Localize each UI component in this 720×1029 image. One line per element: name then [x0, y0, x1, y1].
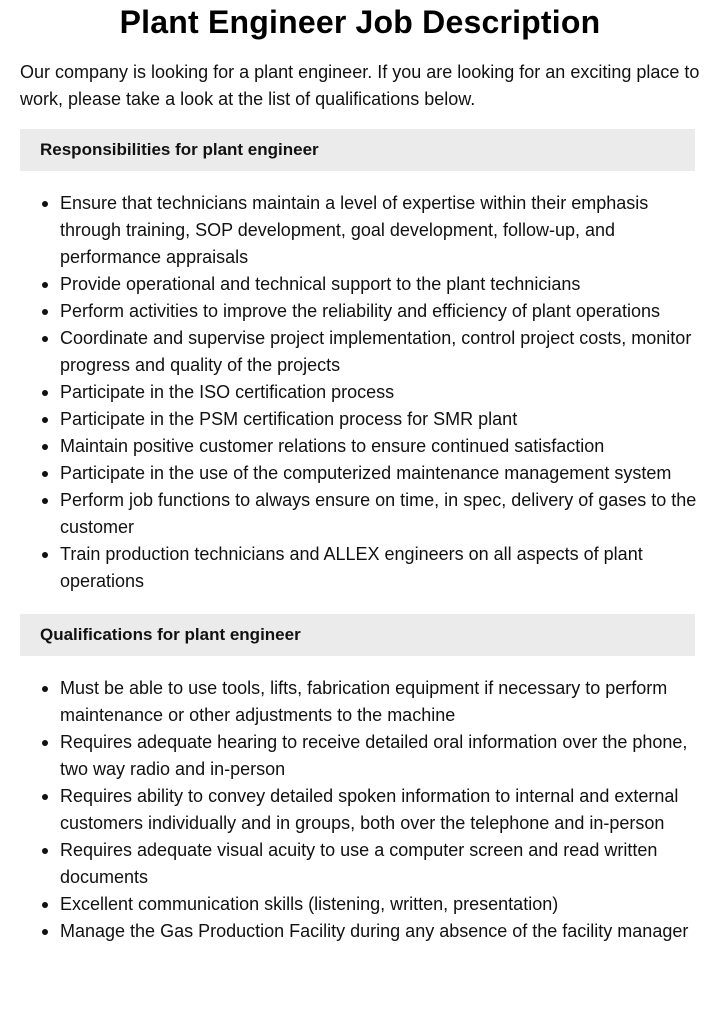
bullet-icon	[42, 902, 48, 908]
bullet-icon	[42, 848, 48, 854]
list-item: Coordinate and supervise project implementation, control project costs, monitor progress and quality of the projects	[40, 325, 700, 379]
list-item: Participate in the use of the computerized maintenance management system	[40, 460, 700, 487]
bullet-icon	[42, 552, 48, 558]
list-item: Requires adequate hearing to receive detailed oral information over the phone, two way radio and in-person	[40, 729, 700, 783]
bullet-icon	[42, 336, 48, 342]
bullet-icon	[42, 309, 48, 315]
qualifications-heading: Qualifications for plant engineer	[20, 614, 695, 656]
bullet-icon	[42, 471, 48, 477]
list-item: Train production technicians and ALLEX engineers on all aspects of plant operations	[40, 541, 700, 595]
bullet-icon	[42, 390, 48, 396]
list-item: Maintain positive customer relations to ensure continued satisfaction	[40, 433, 700, 460]
list-item: Ensure that technicians maintain a level of expertise within their emphasis through training, SOP development, goal development, follow-up, and performance appraisals	[40, 190, 700, 271]
list-item: Requires adequate visual acuity to use a computer screen and read written documents	[40, 837, 700, 891]
page-title: Plant Engineer Job Description	[119, 4, 601, 40]
qualifications-list	[40, 675, 700, 945]
list-item: Participate in the ISO certification process	[40, 379, 700, 406]
bullet-icon	[42, 929, 48, 935]
list-item: Requires ability to convey detailed spoken information to internal and external customers individually and in groups, both over the telephone and in-person	[40, 783, 700, 837]
list-item: Participate in the PSM certification process for SMR plant	[40, 406, 700, 433]
bullet-icon	[42, 740, 48, 746]
bullet-icon	[42, 444, 48, 450]
responsibilities-heading: Responsibilities for plant engineer	[20, 129, 695, 171]
list-item: Perform activities to improve the reliability and efficiency of plant operations	[40, 298, 700, 325]
bullet-icon	[42, 417, 48, 423]
bullet-icon	[42, 498, 48, 504]
bullet-icon	[42, 794, 48, 800]
responsibilities-list	[40, 190, 700, 595]
list-item: Manage the Gas Production Facility during any absence of the facility manager	[40, 918, 700, 945]
list-item: Provide operational and technical support to the plant technicians	[40, 271, 700, 298]
bullet-icon	[42, 201, 48, 207]
list-item: Perform job functions to always ensure on time, in spec, delivery of gases to the customer	[40, 487, 700, 541]
bullet-icon	[42, 686, 48, 692]
list-item: Must be able to use tools, lifts, fabrication equipment if necessary to perform maintenance or other adjustments to the machine	[40, 675, 700, 729]
list-item: Excellent communication skills (listening, written, presentation)	[40, 891, 700, 918]
intro-paragraph: Our company is looking for a plant engineer. If you are looking for an exciting place to work, please take a look at the list of qualifications below.	[20, 62, 700, 109]
bullet-icon	[42, 282, 48, 288]
